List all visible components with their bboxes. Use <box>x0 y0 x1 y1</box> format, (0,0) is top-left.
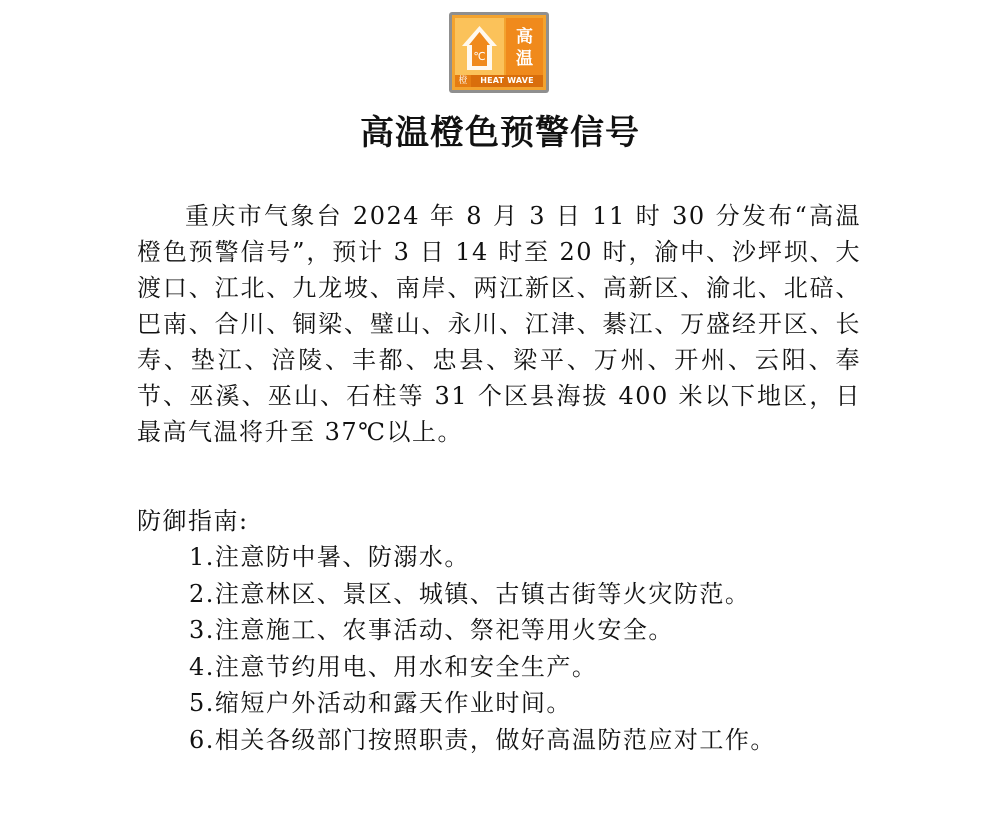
signal-footer <box>455 75 543 87</box>
house-icon <box>455 18 504 78</box>
guide-item: 3.注意施工、农事活动、祭祀等用火安全。 <box>189 616 674 644</box>
signal-text-block <box>506 18 543 78</box>
signal-panel <box>452 15 546 90</box>
signal-level-label: 橙 <box>455 75 471 87</box>
signal-label-bottom: 温 <box>516 49 533 69</box>
guide-list <box>189 539 776 758</box>
warning-body-paragraph: 重庆市气象台 2024 年 8 月 3 日 11 时 30 分发布“高温橙色预警信号”，预计 3 日 14 时至 20 时，渝中、沙坪坝、大渡口、江北、九龙坡、南岸、两江新区、高新区、渝北、北碚、巴南、合川、铜梁、璧山、永川、江津、綦江、万盛经开区、长寿、垫江、涪陵、丰都、忠县、梁平、万州、开州、云阳、奉节、巫溪、巫山、石柱等 31 个区县海拔 400 米以下地区，日最高气温将升至 37℃以上。 <box>137 202 861 446</box>
signal-label-top: 高 <box>516 27 533 47</box>
guide-title: 防御指南: <box>137 507 249 535</box>
guide-item: 2.注意林区、景区、城镇、古镇古街等火灾防范。 <box>189 579 751 608</box>
thermometer-house-icon <box>455 18 504 78</box>
page-title: 高温橙色预警信号 <box>360 113 640 153</box>
heat-wave-label: HEAT WAVE <box>471 75 543 87</box>
temperature-symbol: ℃ <box>473 50 486 63</box>
guide-item: 5.缩短户外活动和露天作业时间。 <box>189 689 572 717</box>
guide-item: 6.相关各级部门按照职责，做好高温防范应对工作。 <box>189 725 776 754</box>
guide-item: 4.注意节约用电、用水和安全生产。 <box>189 652 598 681</box>
heat-wave-orange-signal-icon <box>449 12 549 93</box>
guide-item: 1.注意防中暑、防溺水。 <box>189 543 470 571</box>
